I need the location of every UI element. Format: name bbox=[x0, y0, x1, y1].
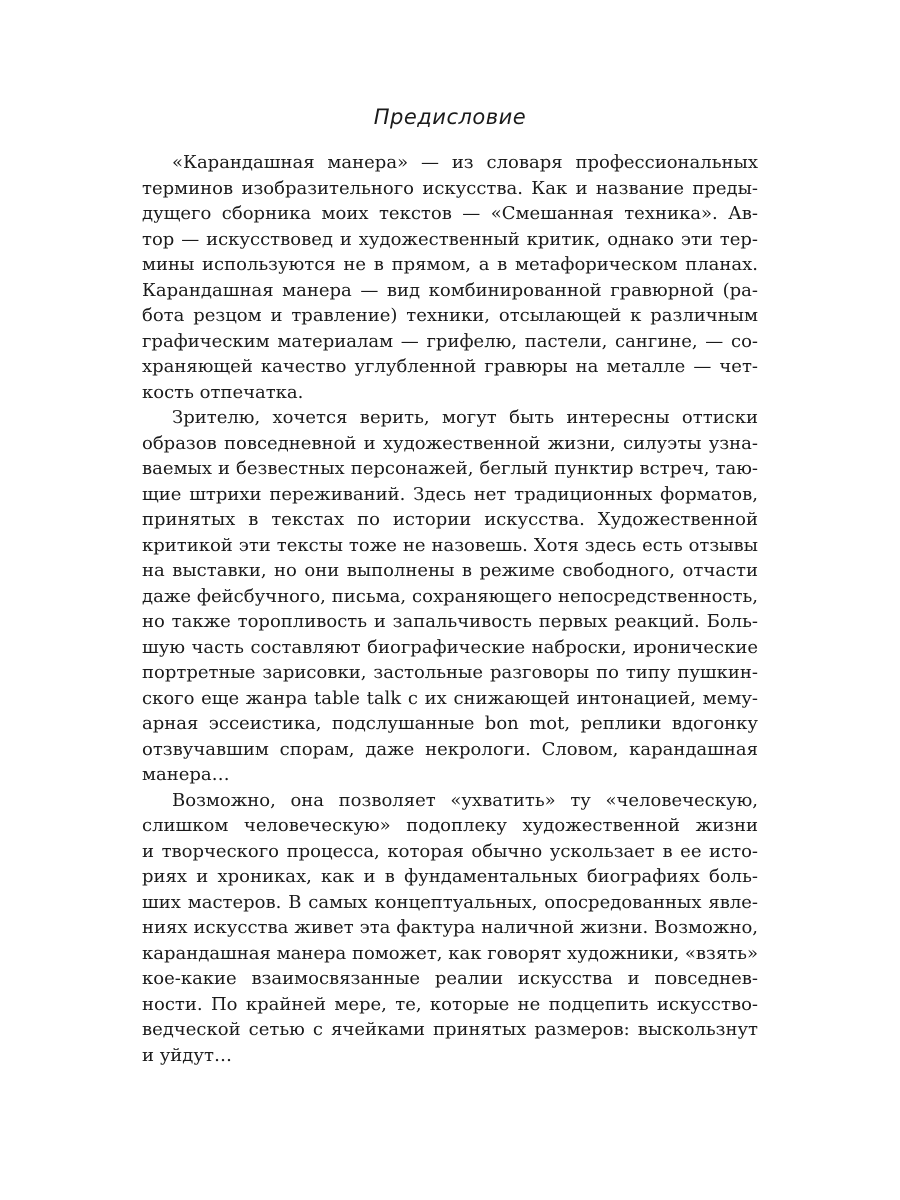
text-line: но также торопливость и запальчивость первых реакций. Боль- bbox=[142, 611, 758, 632]
text-line: даже фейсбучного, письма, сохраняющего непосредственность, bbox=[142, 585, 758, 607]
text-line: карандашная манера поможет, как говорят художники, «взять» bbox=[142, 942, 758, 964]
text-line: графическим материалам — грифелю, пастели, сангине, — со- bbox=[142, 330, 758, 352]
text-line: портретные зарисовки, застольные разговоры по типу пушкин- bbox=[142, 662, 758, 683]
text-line: арная эссеистика, подслушанные bon mot, реплики вдогонку bbox=[142, 713, 758, 734]
text-line: слишком человеческую» подоплеку художественной жизни bbox=[142, 815, 758, 836]
text-line: ности. По крайней мере, те, которые не подцепить искусство- bbox=[142, 993, 758, 1015]
text-line: ваемых и безвестных персонажей, беглый пунктир встреч, таю- bbox=[142, 458, 758, 479]
text-line: мины используются не в прямом, а в метафорическом планах. bbox=[142, 254, 758, 275]
text-line: дущего сборника моих текстов — «Смешанная техника». Ав- bbox=[142, 203, 758, 224]
text-line: ведческой сетью с ячейками принятых размеров: выскользнут bbox=[142, 1019, 758, 1040]
text-line: отзвучавшим спорам, даже некрологи. Словом, карандашная bbox=[142, 738, 758, 760]
text-line: риях и хрониках, как и в фундаментальных биографиях боль- bbox=[142, 866, 758, 887]
paragraph-3 bbox=[142, 788, 758, 1069]
text-line: тор — искусствовед и художественный критик, однако эти тер- bbox=[142, 228, 758, 250]
text-line: критикой эти тексты тоже не назовешь. Хотя здесь есть отзывы bbox=[142, 534, 758, 556]
text-line: Возможно, она позволяет «ухватить» ту «человеческую, bbox=[172, 789, 758, 811]
text-line: кое-какие взаимосвязанные реалии искусства и повседнев- bbox=[142, 968, 758, 989]
text-line: принятых в текстах по истории искусства. Художественной bbox=[142, 509, 758, 530]
text-line: и творческого процесса, которая обычно ускользает в ее исто- bbox=[142, 840, 758, 862]
body-text bbox=[142, 150, 758, 1068]
text-line: ниях искусства живет эта фактура наличной жизни. Возможно, bbox=[142, 917, 758, 938]
text-line: терминов изобразительного искусства. Как и название преды- bbox=[142, 177, 758, 199]
text-line: храняющей качество углубленной гравюры на металле — чет- bbox=[142, 356, 758, 377]
text-line: на выставки, но они выполнены в режиме свободного, отчасти bbox=[142, 560, 758, 581]
text-line: образов повседневной и художественной жизни, силуэты узна- bbox=[142, 432, 758, 454]
text-line: ших мастеров. В самых концептуальных, опосредованных явле- bbox=[142, 891, 758, 913]
text-line: и уйдут… bbox=[142, 1044, 232, 1066]
text-line: бота резцом и травление) техники, отсылающей к различным bbox=[142, 305, 758, 326]
paragraph-2 bbox=[142, 405, 758, 788]
text-line: Зрителю, хочется верить, могут быть интересны оттиски bbox=[172, 407, 758, 428]
page-heading: Предисловие bbox=[373, 105, 527, 129]
text-line: щие штрихи переживаний. Здесь нет традиционных форматов, bbox=[142, 483, 758, 505]
text-line: Карандашная манера — вид комбинированной гравюрной (ра- bbox=[142, 279, 758, 301]
text-line: «Карандашная манера» — из словаря профессиональных bbox=[172, 152, 758, 173]
text-line: кость отпечатка. bbox=[142, 381, 304, 403]
paragraph-1 bbox=[142, 150, 758, 405]
text-line: ского еще жанра table talk с их снижающей интонацией, мему- bbox=[142, 687, 758, 709]
text-line: манера… bbox=[142, 764, 230, 785]
text-line: шую часть составляют биографические наброски, иронические bbox=[142, 636, 758, 658]
